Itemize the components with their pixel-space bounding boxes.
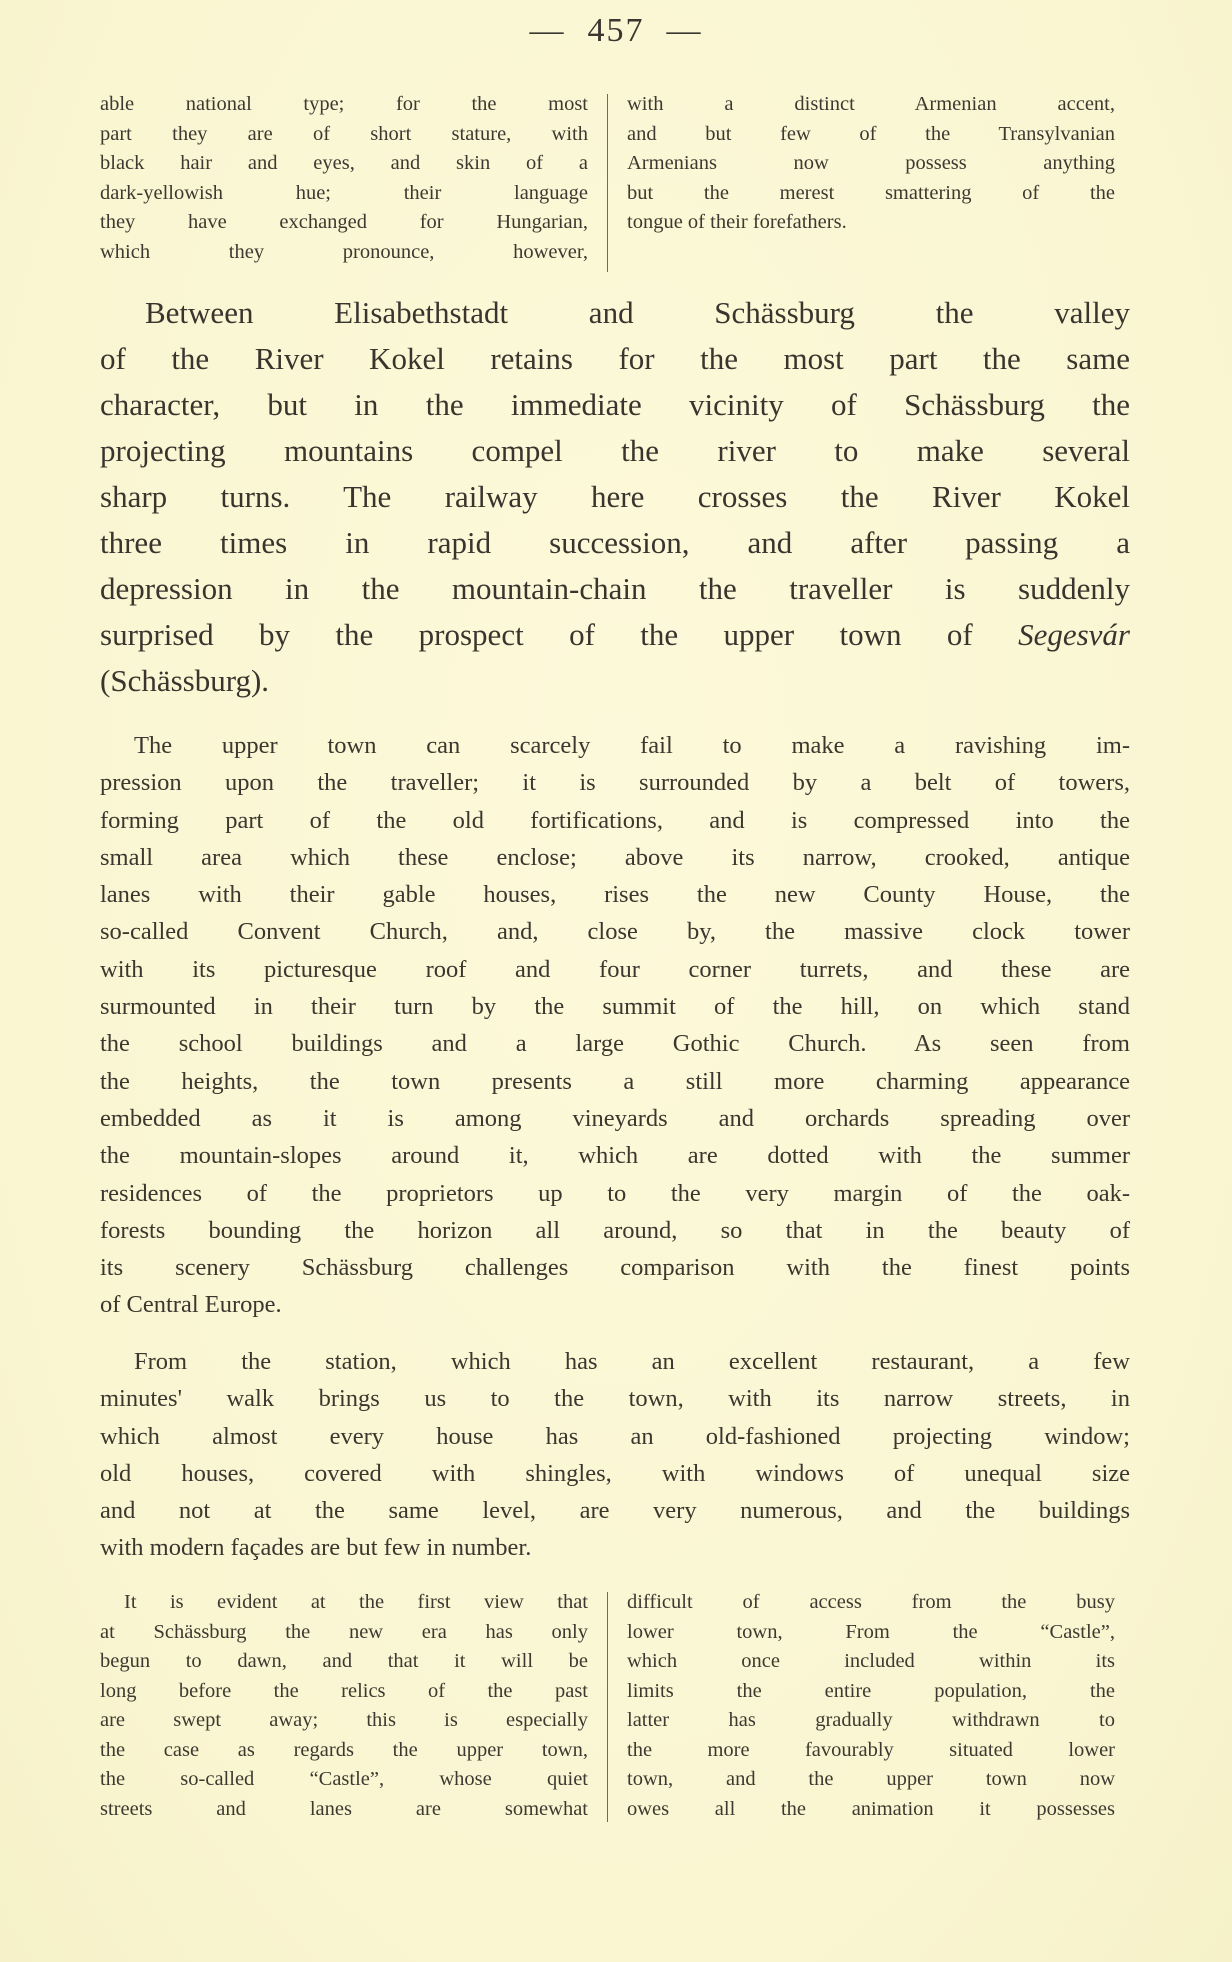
bottom-two-column-section <box>100 1588 1130 1824</box>
main-paragraph <box>100 290 1130 704</box>
paragraph-upper-town <box>100 727 1130 1324</box>
text-line: tongue of their forefathers. <box>627 211 847 233</box>
text-line: but the merest smattering of the <box>627 181 1115 204</box>
text-line: old houses, covered with shingles, with windows of unequal size <box>100 1459 1130 1487</box>
text-line: three times in rapid succession, and after passing a <box>100 525 1130 560</box>
text-line: long before the relics of the past <box>100 1679 588 1702</box>
text-line: are swept away; this is especially <box>100 1709 588 1731</box>
text-line: black hair and eyes, and skin of a <box>100 152 588 174</box>
text-line: part they are of short stature, with <box>100 122 588 145</box>
text-line: its scenery Schässburg challenges comparison with the finest points <box>100 1254 1130 1282</box>
text-line: of the River Kokel retains for the most part the same <box>100 341 1130 376</box>
text-line-with-italic <box>100 612 1130 658</box>
text-line: owes all the animation it possesses <box>627 1797 1115 1820</box>
text-line: with its picturesque roof and four corner turrets, and these are <box>100 955 1130 983</box>
text-line: sharp turns. The railway here crosses the River Kokel <box>100 479 1130 514</box>
text-line: small area which these enclose; above its narrow, crooked, antique <box>100 843 1130 871</box>
text-line: lanes with their gable houses, rises the new County House, the <box>100 881 1130 909</box>
text-line: character, but in the immediate vicinity of Schässburg the <box>100 387 1130 422</box>
text-line: projecting mountains compel the river to make several <box>100 433 1130 468</box>
bottom-left-column <box>100 1588 588 1824</box>
text-line: difficult of access from the busy <box>627 1591 1115 1613</box>
text-line: pression upon the traveller; it is surrounded by a belt of towers, <box>100 769 1130 797</box>
text-line: residences of the proprietors up to the very margin of the oak- <box>100 1179 1130 1207</box>
text-line: and but few of the Transylvanian <box>627 122 1115 145</box>
text-line: the so-called “Castle”, whose quiet <box>100 1768 588 1790</box>
text-line: the heights, the town presents a still more charming appearance <box>100 1067 1130 1095</box>
text-line: embedded as it is among vineyards and orchards spreading over <box>100 1104 1130 1132</box>
text-line: with a distinct Armenian accent, <box>627 93 1115 115</box>
text-line: able national type; for the most <box>100 93 588 115</box>
text-line: which they pronounce, however, <box>100 240 588 263</box>
column-divider <box>607 94 608 272</box>
text-segment: surprised by the prospect of the upper town of <box>100 617 1019 652</box>
text-line: forests bounding the horizon all around, so that in the beauty of <box>100 1216 1130 1244</box>
header-dash-right: — <box>666 12 703 49</box>
text-line: begun to dawn, and that it will be <box>100 1650 588 1672</box>
text-line: and not at the same level, are very numerous, and the buildings <box>100 1497 1130 1525</box>
text-line: so-called Convent Church, and, close by, the massive clock tower <box>100 918 1130 946</box>
text-line: The upper town can scarcely fail to make a ravishing im- <box>134 732 1130 759</box>
text-line: they have exchanged for Hungarian, <box>100 211 588 233</box>
text-line: (Schässburg). <box>100 663 270 698</box>
text-line: latter has gradually withdrawn to <box>627 1709 1115 1731</box>
text-line: From the station, which has an excellent restaurant, a few <box>134 1348 1130 1375</box>
text-line: Armenians now possess anything <box>627 152 1115 174</box>
top-right-column <box>627 90 1115 272</box>
text-line: at Schässburg the new era has only <box>100 1620 588 1643</box>
text-line: the more favourably situated lower <box>627 1738 1115 1761</box>
text-line: which almost every house has an old-fashioned projecting window; <box>100 1422 1130 1450</box>
text-line: with modern façades are but few in number. <box>100 1534 532 1562</box>
text-line: It is evident at the first view that <box>124 1591 588 1613</box>
text-line: lower town, From the “Castle”, <box>627 1620 1115 1643</box>
text-line: the case as regards the upper town, <box>100 1738 588 1761</box>
paragraph-station <box>100 1343 1130 1567</box>
text-line: streets and lanes are somewhat <box>100 1797 588 1820</box>
bottom-right-column <box>627 1588 1115 1824</box>
text-line: of Central Europe. <box>100 1291 282 1319</box>
text-line: limits the entire population, the <box>627 1679 1115 1702</box>
text-line: the school buildings and a large Gothic Church. As seen from <box>100 1030 1130 1058</box>
top-two-column-section <box>100 90 1130 272</box>
top-left-column <box>100 90 588 272</box>
text-line: surmounted in their turn by the summit of the hill, on which stand <box>100 993 1130 1021</box>
text-line: town, and the upper town now <box>627 1768 1115 1790</box>
text-line: the mountain-slopes around it, which are dotted with the summer <box>100 1142 1130 1170</box>
text-line: dark-yellowish hue; their language <box>100 181 588 204</box>
header-dash-left: — <box>529 12 566 49</box>
text-line: Between Elisabethstadt and Schässburg the valley <box>145 295 1130 330</box>
italic-place-name: Segesvár <box>1018 617 1130 652</box>
text-line: which once included within its <box>627 1650 1115 1672</box>
text-line: depression in the mountain-chain the traveller is suddenly <box>100 571 1130 606</box>
column-divider <box>607 1592 608 1822</box>
text-line: minutes' walk brings us to the town, with its narrow streets, in <box>100 1385 1130 1413</box>
text-line: forming part of the old fortifications, and is compressed into the <box>100 806 1130 834</box>
page-number: 457 <box>587 12 645 49</box>
page-number-header <box>0 12 1232 50</box>
